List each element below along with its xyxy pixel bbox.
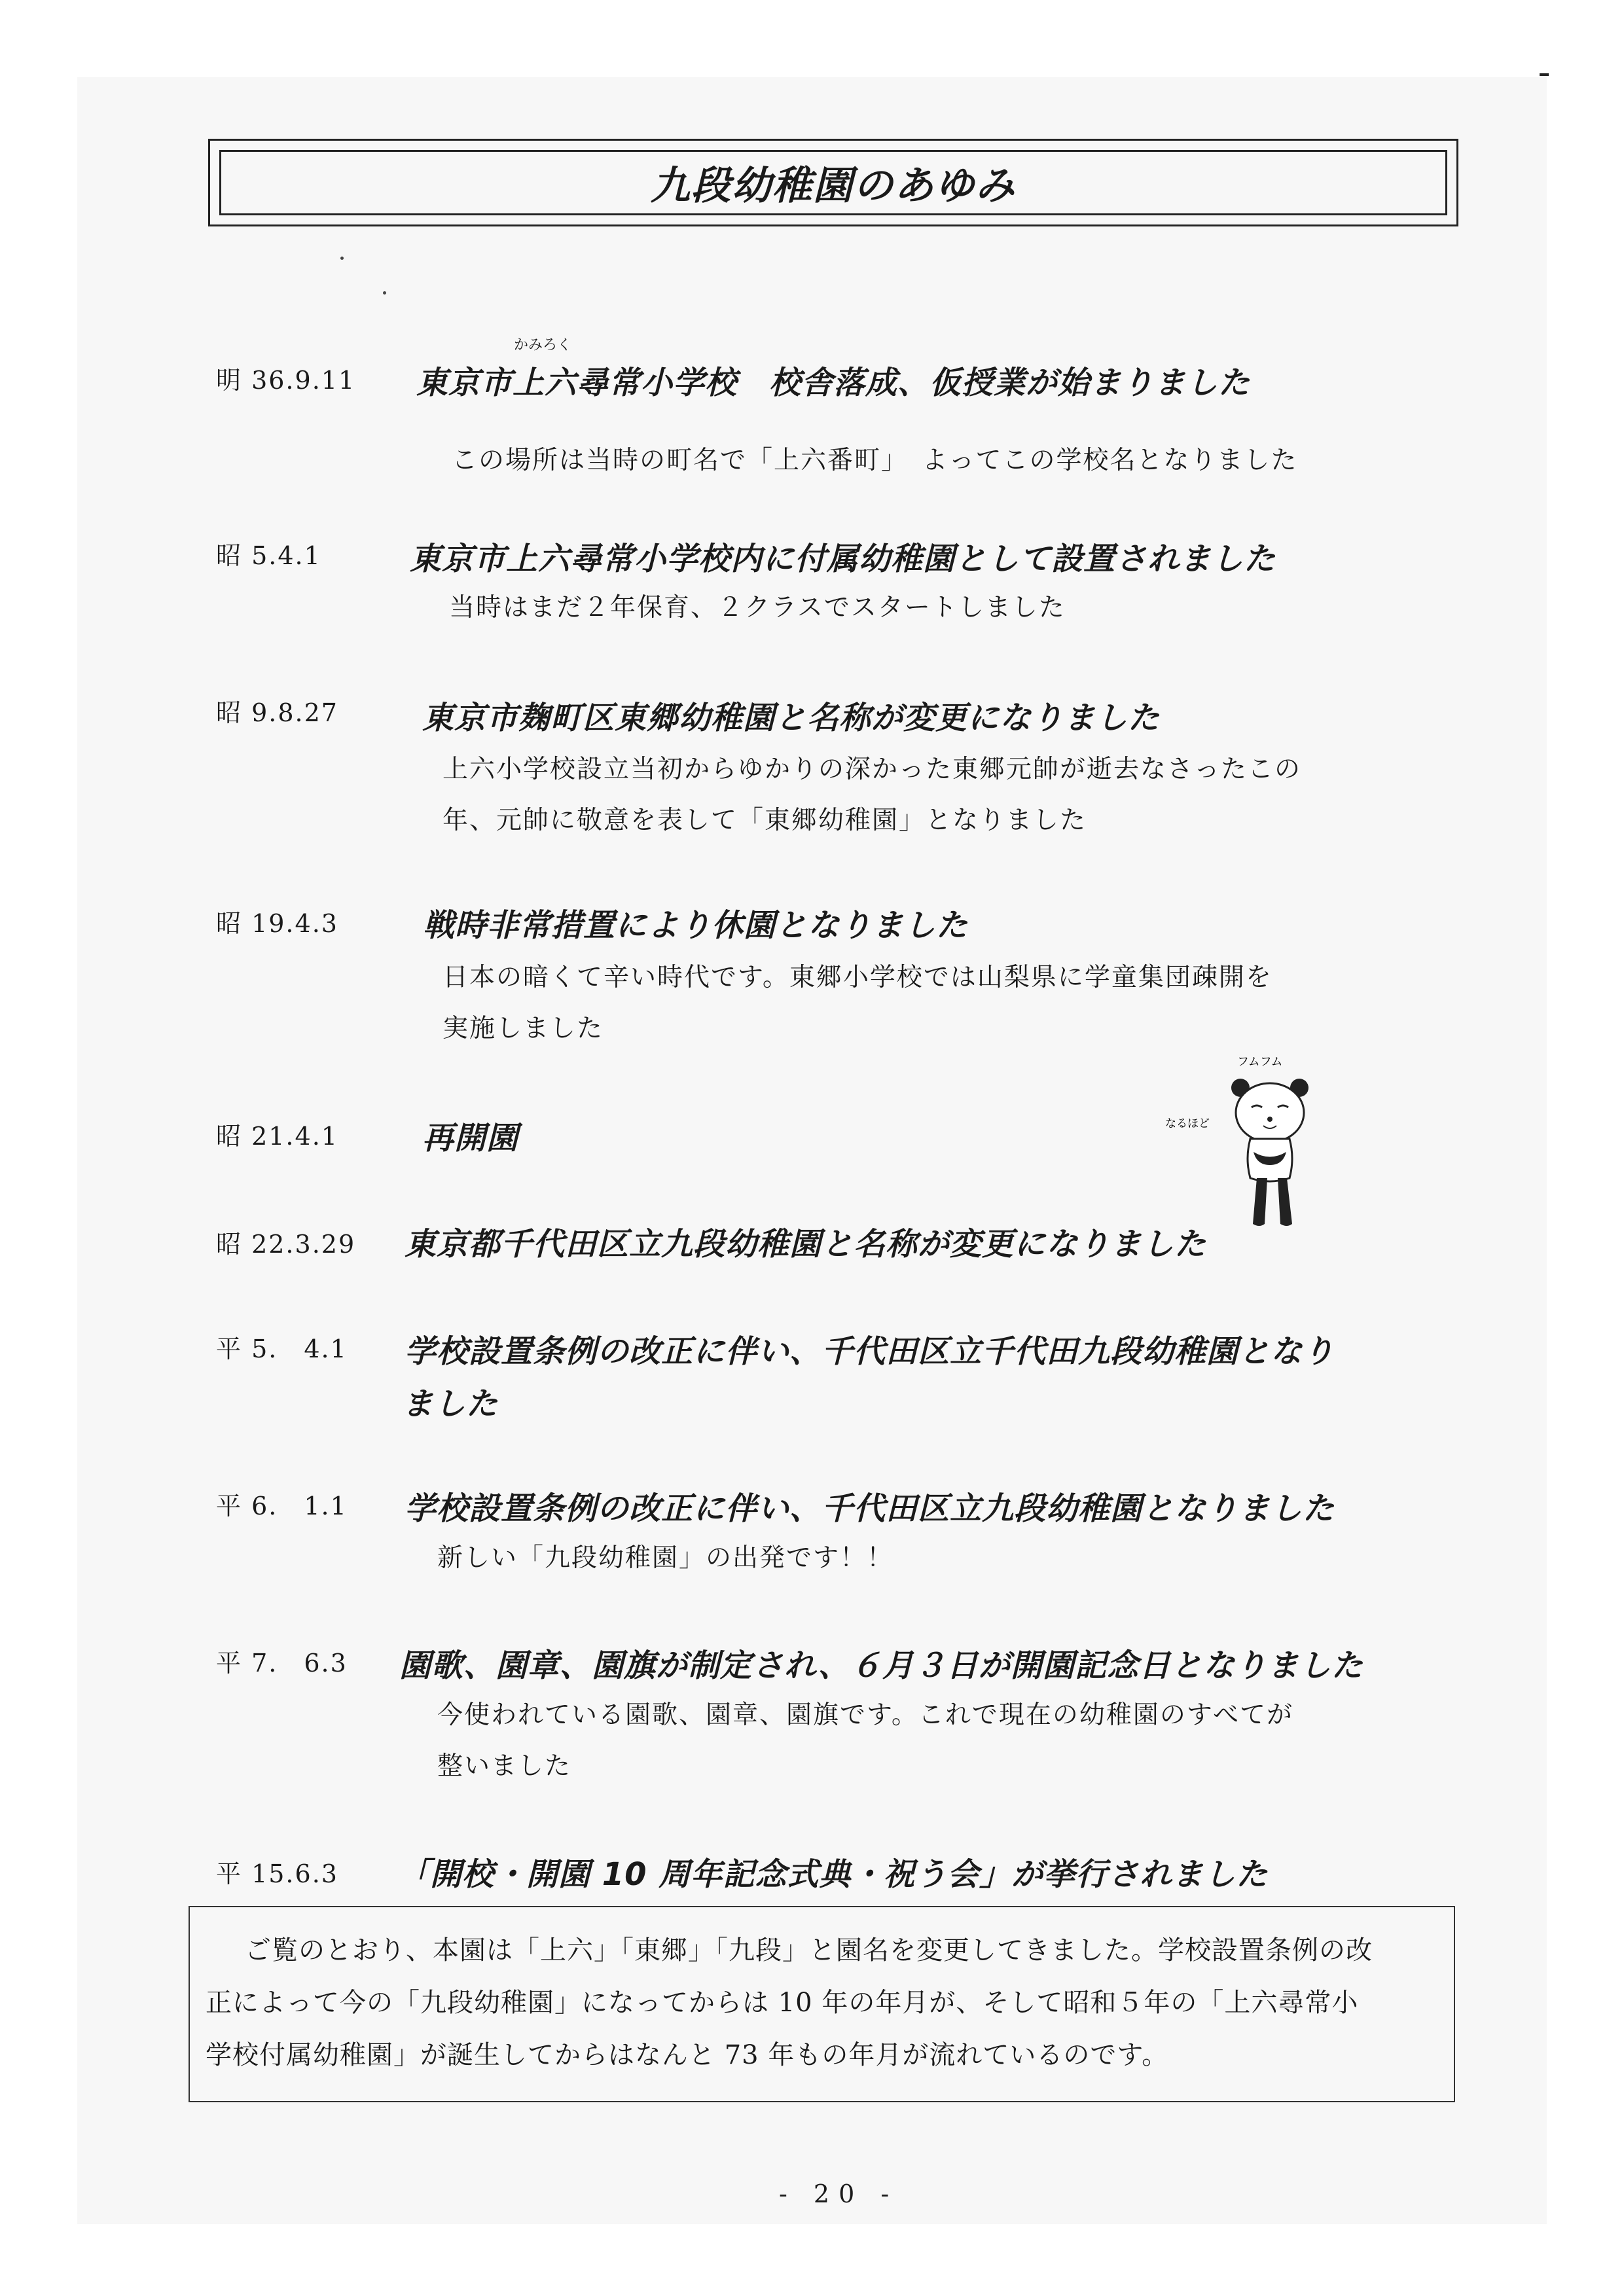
entry-headline: 戦時非常措置により休園となりました bbox=[423, 907, 969, 944]
entry-date: 昭 5.4.1 bbox=[216, 541, 321, 570]
entry-headline: 東京都千代田区立九段幼稚園と名称が変更になりました bbox=[405, 1226, 1207, 1263]
entry-description: 上六小学校設立当初からゆかりの深かった東郷元帥が逝去なさったこの bbox=[442, 755, 1302, 784]
entry-headline: 再開園 bbox=[422, 1120, 519, 1157]
entry-headline: 東京市上六尋常小学校 校舎落成、仮授業が始まりました bbox=[416, 365, 1251, 401]
entry-description: 年、元帥に敬意を表して「東郷幼稚園」となりました bbox=[442, 806, 1087, 835]
entry-headline: 「開校・開園 10 周年記念式典・祝う会」が挙行されました bbox=[398, 1856, 1269, 1893]
furigana: かみろく bbox=[514, 337, 572, 353]
entry-headline: 東京市麹町区東郷幼稚園と名称が変更になりました bbox=[422, 700, 1161, 736]
entry-description: 今使われている園歌、園章、園旗です。これで現在の幼稚園のすべてが bbox=[437, 1700, 1294, 1730]
page-number: - 20 - bbox=[779, 2179, 899, 2208]
speck bbox=[383, 291, 386, 295]
entry-date: 平 6. 1.1 bbox=[216, 1492, 348, 1520]
title-inner-frame bbox=[219, 150, 1447, 215]
entry-headline: 学校設置条例の改正に伴い、千代田区立九段幼稚園となりました bbox=[405, 1490, 1335, 1527]
entry-date: 昭 21.4.1 bbox=[216, 1122, 338, 1151]
entry-headline: 東京市上六尋常小学校内に付属幼稚園として設置されました bbox=[410, 541, 1276, 577]
entry-date: 平 7. 6.3 bbox=[216, 1649, 348, 1677]
panda-leg-right bbox=[1278, 1178, 1292, 1226]
entry-date: 平 15.6.3 bbox=[216, 1859, 338, 1888]
entry-date: 昭 22.3.29 bbox=[216, 1230, 356, 1259]
panda-head bbox=[1236, 1083, 1304, 1142]
panda-illustration bbox=[1159, 1047, 1368, 1244]
entry-description: この場所は当時の町名で「上六番町」 よってこの学校名となりました bbox=[452, 446, 1298, 475]
entry-headline: 園歌、園章、園旗が制定され、６月３日が開園記念日となりました bbox=[399, 1647, 1363, 1684]
title-frame bbox=[208, 139, 1458, 226]
summary-line: ご覧のとおり、本園は「上六」「東郷」「九段」と園名を変更してきました。学校設置条例の改 bbox=[245, 1935, 1373, 1965]
entry-date: 平 5. 4.1 bbox=[216, 1335, 348, 1363]
panda-nose bbox=[1267, 1117, 1272, 1122]
entry-headline-continued: ました bbox=[402, 1386, 499, 1422]
summary-line: 学校付属幼稚園」が誕生してからはなんと 73 年もの年月が流れているのです。 bbox=[206, 2040, 1169, 2070]
entry-description: 整いました bbox=[437, 1751, 572, 1781]
entry-date: 明 36.9.11 bbox=[216, 366, 356, 395]
entry-headline: 学校設置条例の改正に伴い、千代田区立千代田九段幼稚園となり bbox=[405, 1333, 1335, 1370]
page-title: 九段幼稚園のあゆみ bbox=[651, 163, 1016, 209]
panda-leg-left bbox=[1253, 1178, 1267, 1226]
speck bbox=[340, 257, 344, 260]
entry-date: 昭 9.8.27 bbox=[216, 698, 338, 727]
panda-side-text: なるほど bbox=[1165, 1117, 1210, 1130]
summary-box bbox=[189, 1906, 1455, 2102]
entry-date: 昭 19.4.3 bbox=[216, 909, 338, 938]
panda-thought-text: フムフム bbox=[1237, 1055, 1283, 1069]
entry-description: 日本の暗くて辛い時代です。東郷小学校では山梨県に学童集団疎開を bbox=[442, 963, 1272, 992]
entry-description: 新しい「九段幼稚園」の出発です！！ bbox=[437, 1543, 894, 1573]
corner-mark bbox=[1540, 73, 1549, 76]
summary-line: 正によって今の「九段幼稚園」になってからは 10 年の年月が、そして昭和５年の「上六尋常小 bbox=[206, 1988, 1359, 2018]
entry-description: 当時はまだ２年保育、２クラスでスタートしました bbox=[449, 593, 1066, 622]
entry-description: 実施しました bbox=[442, 1014, 604, 1043]
